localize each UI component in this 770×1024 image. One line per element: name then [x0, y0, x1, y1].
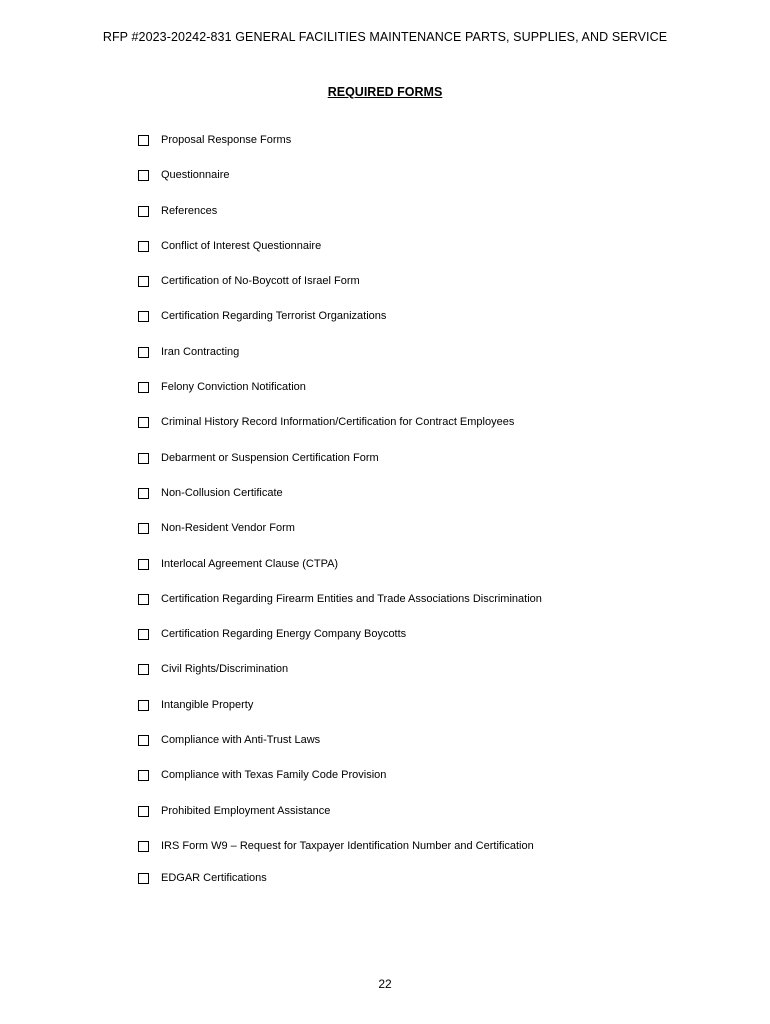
- checklist-item: [138, 380, 698, 415]
- page-title: REQUIRED FORMS: [327, 85, 443, 99]
- checklist-item-label: Non-Collusion Certificate: [161, 486, 283, 499]
- checklist-item: [138, 592, 698, 627]
- checkbox[interactable]: [138, 206, 149, 217]
- checklist-item: [138, 557, 698, 592]
- checkbox[interactable]: [138, 735, 149, 746]
- checkbox[interactable]: [138, 700, 149, 711]
- checklist-item-label: Proposal Response Forms: [161, 134, 292, 146]
- checklist-item-label: Compliance with Texas Family Code Provision: [161, 769, 387, 782]
- checklist-item-label: Civil Rights/Discrimination: [161, 663, 289, 676]
- checkbox[interactable]: [138, 276, 149, 287]
- checklist-item-label: References: [161, 204, 218, 217]
- checkbox[interactable]: [138, 382, 149, 393]
- checkbox[interactable]: [138, 170, 149, 181]
- checklist-item: [138, 415, 698, 450]
- checklist-item: [138, 768, 698, 803]
- checklist-item-label: Certification Regarding Terrorist Organizations: [161, 310, 387, 323]
- checklist-item-label: Certification of No-Boycott of Israel Form: [161, 275, 360, 288]
- checklist-item: [138, 486, 698, 521]
- checklist-item-label: Criminal History Record Information/Certification for Contract Employees: [161, 416, 515, 429]
- checklist-item-label: Compliance with Anti-Trust Laws: [161, 734, 321, 747]
- required-forms-checklist: [138, 133, 698, 907]
- checklist-item: [138, 627, 698, 662]
- document-header: RFP #2023-20242-831 GENERAL FACILITIES MAINTENANCE PARTS, SUPPLIES, AND SERVICE: [102, 30, 668, 44]
- checklist-item-label: IRS Form W9 – Request for Taxpayer Identification Number and Certification: [161, 839, 534, 852]
- checklist-item: [138, 309, 698, 344]
- checkbox[interactable]: [138, 806, 149, 817]
- page-number: 22: [378, 977, 392, 991]
- checklist-item: [138, 239, 698, 274]
- checklist-item-label: Certification Regarding Firearm Entities and Trade Associations Discrimination: [161, 592, 542, 605]
- checklist-item-label: Conflict of Interest Questionnaire: [161, 239, 322, 252]
- checkbox[interactable]: [138, 347, 149, 358]
- checklist-item-label: Debarment or Suspension Certification Form: [161, 451, 379, 464]
- checkbox[interactable]: [138, 488, 149, 499]
- checkbox[interactable]: [138, 417, 149, 428]
- checkbox[interactable]: [138, 241, 149, 252]
- checkbox[interactable]: [138, 559, 149, 570]
- checkbox[interactable]: [138, 873, 149, 884]
- checklist-item-label: Felony Conviction Notification: [161, 381, 306, 394]
- checklist-item-label: Certification Regarding Energy Company Boycotts: [161, 628, 407, 641]
- checklist-item: [138, 274, 698, 309]
- checkbox[interactable]: [138, 523, 149, 534]
- checklist-item: [138, 733, 698, 768]
- checkbox[interactable]: [138, 594, 149, 605]
- checklist-item: [138, 662, 698, 697]
- checkbox[interactable]: [138, 841, 149, 852]
- checklist-item: [138, 345, 698, 380]
- checklist-item: [138, 698, 698, 733]
- checkbox[interactable]: [138, 135, 149, 146]
- checkbox[interactable]: [138, 629, 149, 640]
- checkbox[interactable]: [138, 770, 149, 781]
- checklist-item: [138, 804, 698, 839]
- checkbox[interactable]: [138, 664, 149, 675]
- checklist-item-label: Questionnaire: [161, 169, 230, 182]
- checklist-item: [138, 839, 698, 874]
- checklist-item-label: Iran Contracting: [161, 345, 240, 358]
- checklist-item: [138, 521, 698, 556]
- checklist-item: [138, 204, 698, 239]
- checklist-item-label: EDGAR Certifications: [161, 872, 267, 885]
- checklist-item-label: Prohibited Employment Assistance: [161, 804, 331, 817]
- checkbox[interactable]: [138, 453, 149, 464]
- checklist-item-label: Interlocal Agreement Clause (CTPA): [161, 557, 339, 570]
- checklist-item-label: Non-Resident Vendor Form: [161, 522, 295, 535]
- checklist-item: [138, 133, 698, 168]
- checkbox[interactable]: [138, 311, 149, 322]
- checklist-item: [138, 168, 698, 203]
- checklist-item: [138, 871, 698, 906]
- checklist-item-label: Intangible Property: [161, 698, 254, 711]
- checklist-item: [138, 451, 698, 486]
